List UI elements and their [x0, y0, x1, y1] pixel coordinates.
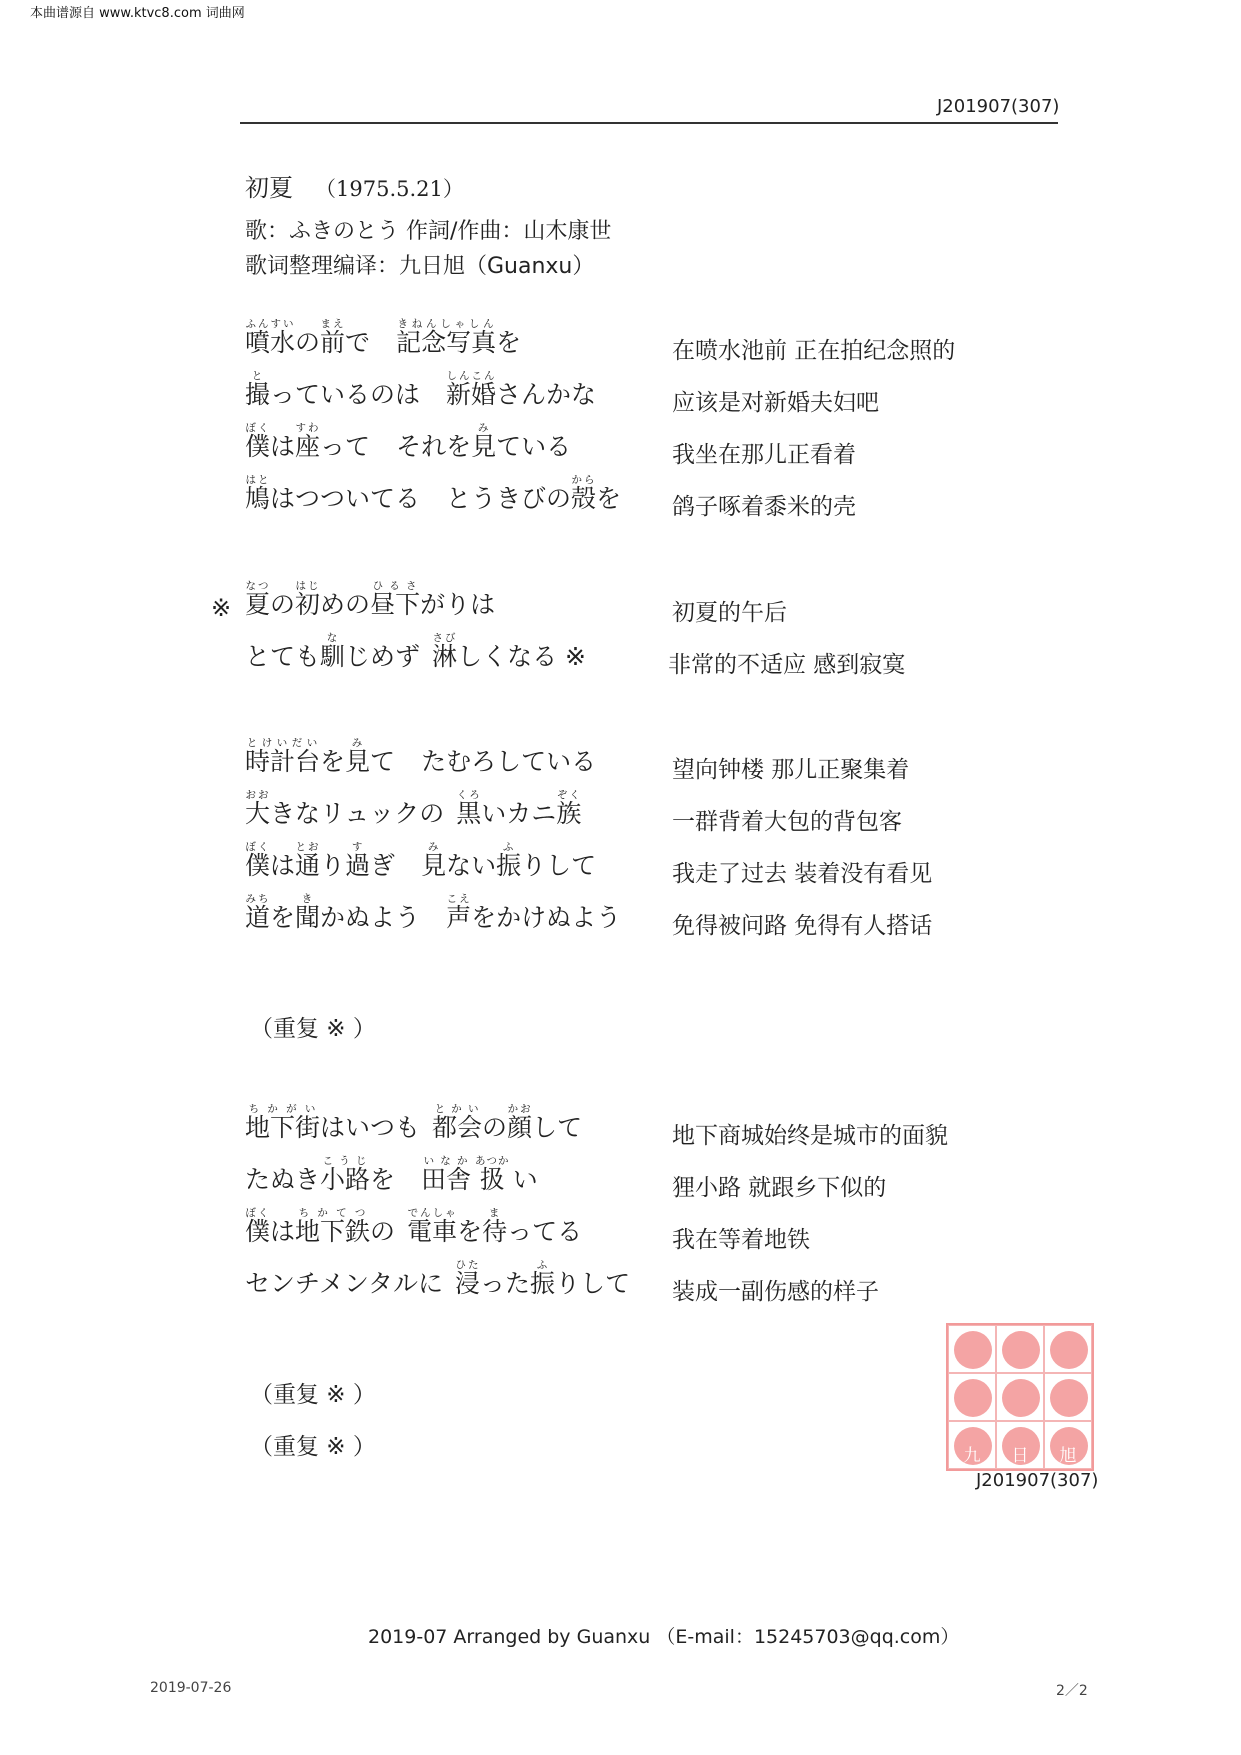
source-watermark: 本曲谱源自 www.ktvc8.com 词曲网 — [30, 6, 245, 21]
lyric-cn: 我坐在那儿正看着 — [672, 442, 856, 468]
lyric-cn: 鸽子啄着黍米的壳 — [672, 494, 856, 520]
repeat-marker: （重复 ※ ） — [250, 1382, 376, 1408]
repeat-marker: （重复 ※ ） — [250, 1434, 376, 1460]
lyric-jp: 地下街ちかがいはいつも 都会とかいの顔かおして — [245, 1103, 583, 1142]
page-number: 2／2 — [1056, 1683, 1088, 1699]
document-code: J201907(307) — [937, 96, 1060, 117]
lyric-cn: 望向钟楼 那儿正聚集着 — [672, 757, 910, 783]
lyric-cn: 非常的不适应 感到寂寞 — [668, 652, 906, 678]
lyric-cn: 免得被问路 免得有人搭话 — [672, 913, 933, 939]
lyric-jp: とても馴なじめず 淋さびしくなる ※ — [245, 632, 586, 671]
document-code-bottom: J201907(307) — [976, 1470, 1099, 1491]
song-date: （1975.5.21） — [315, 177, 464, 201]
lyric-cn: 应该是对新婚夫妇吧 — [672, 390, 879, 416]
song-title: 初夏 — [245, 174, 293, 202]
lyric-cn: 地下商城始终是城市的面貌 — [672, 1123, 948, 1149]
lyric-jp: 僕ぼくは地下鉄ちかてつの 電車でんしゃを待まってる — [245, 1207, 583, 1246]
lyric-cn: 初夏的午后 — [672, 600, 787, 626]
lyric-cn: 一群背着大包的背包客 — [672, 809, 902, 835]
author-seal — [946, 1323, 1094, 1471]
lyric-jp: 撮とっているのは 新婚しんこんさんかな — [245, 370, 597, 409]
lyric-cn: 我在等着地铁 — [672, 1227, 810, 1253]
lyric-jp: 噴水ふんすいの前まえで 記念写真きねんしゃしんを — [245, 318, 522, 357]
footer-date: 2019-07-26 — [150, 1680, 232, 1696]
lyric-jp: 鳩はとはつついてる とうきびの殻からを — [245, 474, 622, 513]
lyric-jp: 僕ぼくは通とおり過すぎ 見みない振ふりして — [245, 841, 597, 880]
lyric-jp: 大おおきなリュックの 黒くろいカニ族ぞく — [245, 789, 582, 828]
song-title-line — [245, 168, 464, 203]
lyric-jp: センチメンタルに 浸ひたった振ふりして — [245, 1259, 631, 1298]
lyric-jp: 時計台とけいだいを見みて たむろしている — [245, 737, 597, 776]
lyric-cn: 在喷水池前 正在拍纪念照的 — [672, 338, 956, 364]
seal-char: 九 — [963, 1446, 981, 1466]
arranger-credit: 歌词整理编译：九日旭（Guanxu） — [245, 254, 595, 279]
lyric-cn: 狸小路 就跟乡下似的 — [672, 1175, 887, 1201]
seal-char: 旭 — [1059, 1446, 1077, 1466]
header-rule — [240, 122, 1058, 124]
lyric-jp: たぬき小路こうじを 田舎いなか 扱あつか い — [245, 1155, 538, 1194]
lyric-jp: 道みちを聞きかぬよう 声こえをかけぬよう — [245, 893, 622, 932]
lyric-cn: 我走了过去 装着没有看见 — [672, 861, 933, 887]
singer-credit: 歌：ふきのとう 作詞/作曲：山木康世 — [245, 219, 612, 244]
seal-char: 日 — [1011, 1446, 1029, 1466]
lyric-jp: 僕ぼくは座すわって それを見みている — [245, 422, 572, 461]
lyric-cn: 装成一副伤感的样子 — [672, 1279, 879, 1305]
lyric-jp: 夏なつの初はじめの昼下ひるさがりは — [245, 580, 496, 619]
footer-credit: 2019-07 Arranged by Guanxu （E-mail：15245703@qq.com） — [368, 1626, 960, 1648]
chorus-mark: ※ — [211, 594, 232, 622]
repeat-marker: （重复 ※ ） — [250, 1016, 376, 1042]
chorus-end-mark: ※ — [565, 642, 586, 671]
